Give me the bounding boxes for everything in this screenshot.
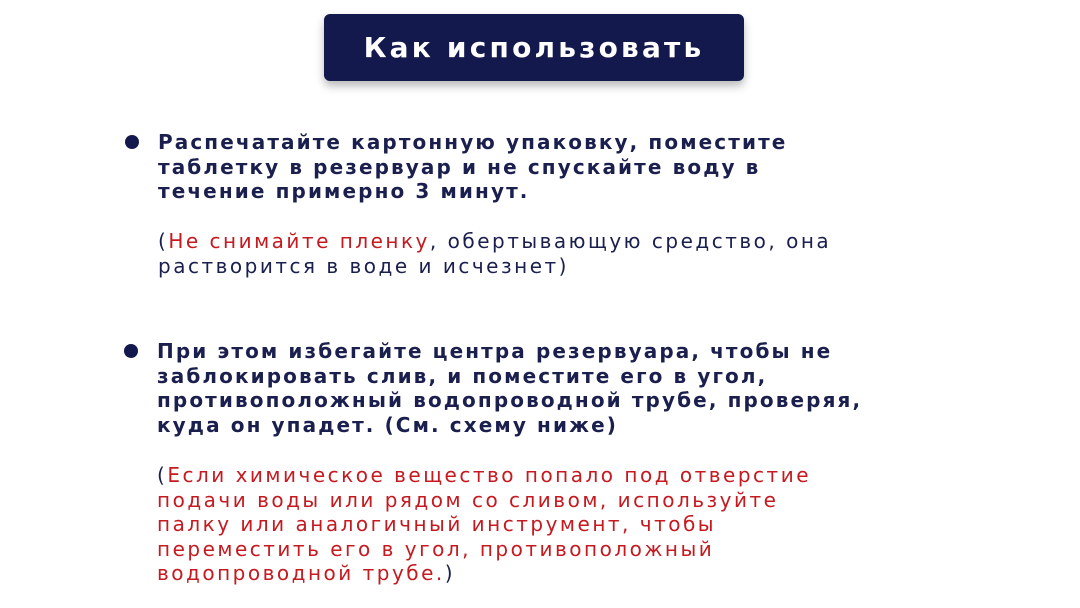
step-2-note-line-2: подачи воды или рядом со сливом, используйте <box>157 487 779 512</box>
step-2-line-2: заблокировать слив, и поместите его в угол, <box>157 363 768 388</box>
page-title: Как использовать <box>363 31 705 64</box>
note-open-paren: ( <box>157 463 168 487</box>
step-2-line-4: куда он упадет. (См. схему ниже) <box>157 412 618 437</box>
step-2-note-line-4: переместить его в угол, противоположный <box>157 536 715 561</box>
step-2-note <box>157 463 811 586</box>
step-1-note-line-2: растворится в воде и исчезнет) <box>158 253 569 278</box>
step-2-note-line-3: палку или аналогичный инструмент, чтобы <box>157 512 717 536</box>
step-2-note-line-1 <box>157 463 811 488</box>
step-1-line-2: таблетку в резервуар и не спускайте воду в <box>158 154 761 179</box>
step-2-line-3: противоположный водопроводной трубе, проверяя, <box>157 388 863 412</box>
note-close-paren: ) <box>444 561 456 585</box>
note-open-paren: ( <box>158 229 169 253</box>
step-1-instructions <box>158 130 787 204</box>
step-2-note-line-5 <box>157 561 811 586</box>
bullet-icon <box>124 344 138 358</box>
step-1-note-line-1 <box>158 229 831 254</box>
step-2-instructions <box>157 339 862 437</box>
step-1-line-1: Распечатайте картонную упаковку, поместите <box>158 130 788 154</box>
step-1-line-3: течение примерно 3 минут. <box>158 179 530 203</box>
note-rest: , обертывающую средство, она <box>429 229 832 253</box>
note-highlight: Не снимайте пленку <box>168 229 430 253</box>
step-2-line-1: При этом избегайте центра резервуара, чтобы не <box>157 339 833 363</box>
step-1-note <box>158 229 831 278</box>
title-banner <box>324 14 744 81</box>
note-red-line-1: Если химическое вещество попало под отверстие <box>167 463 812 487</box>
note-red-line-5: водопроводной трубе. <box>157 561 445 585</box>
bullet-icon <box>125 135 139 149</box>
